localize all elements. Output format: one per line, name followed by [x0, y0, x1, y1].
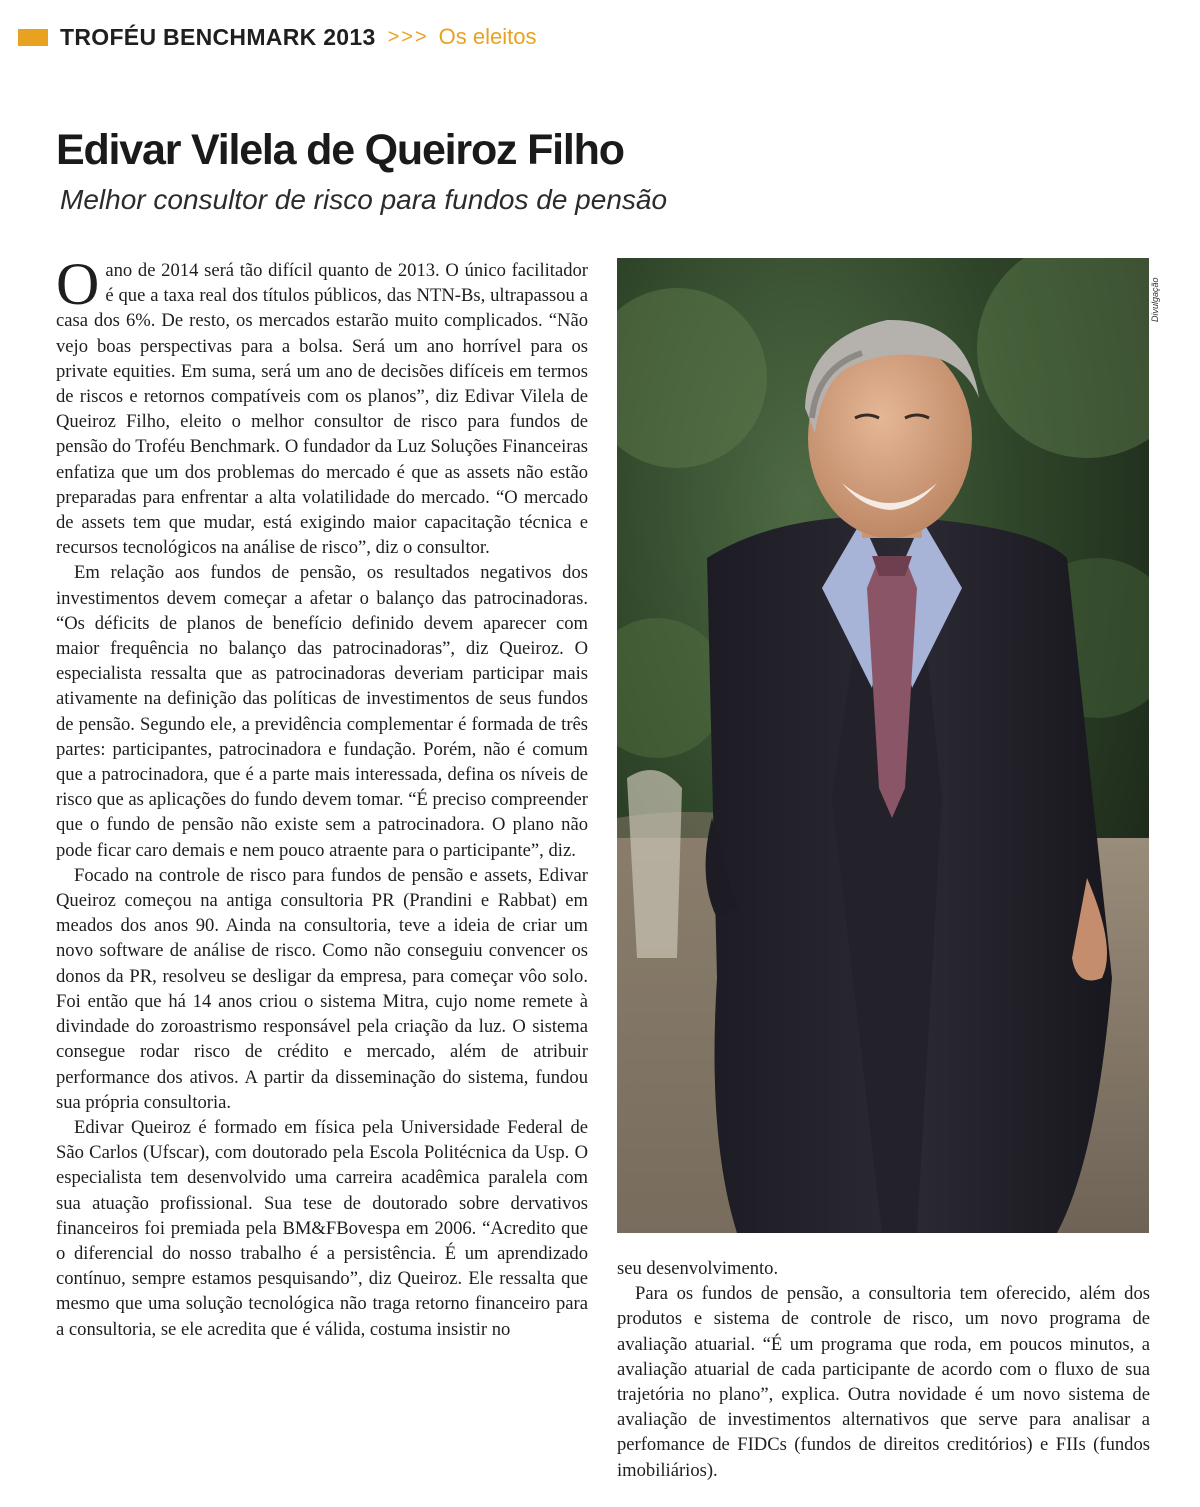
article-paragraph-2: Em relação aos fundos de pensão, os resultados negativos dos investimentos devem começar a afetar o balanço das patrocinadoras. “Os déficits de planos de benefício definido devem aparecer com maior frequência no balanço das patrocinadoras”, diz Queiroz. O especialista ressalta que as patrocinadoras deveriam participar mais ativamente na definição das políticas de investimentos de seus fundos de pensão. Segundo ele, a previdência complementar é formada de três partes: participantes, patrocinadora e fundação. Porém, não é comum que a patrocinadora, que é a parte mais interessada, defina os níveis de risco que as aplicações do fundo devem tomar. “É preciso compreender que o fundo de pensão não existe sem a patrocinadora. O plano não pode ficar caro demais e nem pouco atraente para o participante”, diz. [56, 562, 588, 861]
article-paragraph-5: Para os fundos de pensão, a consultoria tem oferecido, além dos produtos e sistema de controle de risco, um novo programa de avaliação atuarial. “É um programa que roda, em poucos minutos, a avaliação atuarial de cada participante de acordo com o fluxo de sua trajetória no plano”, explica. Outra novidade é um novo sistema de avaliação de investimentos alternativos que serve para analisar a perfomance de FIDCs (fundos de direitos creditórios) e FIIs (fundos imobiliários). [617, 1283, 1150, 1481]
drop-cap: O [56, 251, 100, 317]
header-title: TROFÉU BENCHMARK 2013 [60, 23, 376, 50]
header-arrows: >>> [387, 25, 429, 48]
portrait-photo [617, 258, 1149, 1233]
article-paragraph-1 [56, 251, 588, 560]
portrait-illustration [617, 258, 1149, 1233]
photo-credit: Divulgação [1150, 277, 1160, 322]
article-paragraph-3: Focado na controle de risco para fundos de pensão e assets, Edivar Queiroz começou na antiga consultoria PR (Prandini e Rabbat) em meados dos anos 90. Ainda na consultoria, teve a ideia de criar um novo software de análise de risco. Como não conseguiu convencer os donos da PR, resolveu se desligar da empresa, para começar vôo solo. Foi então que há 14 anos criou o sistema Mitra, cujo nome remete à divindade do zoroastrismo responsável pela criação da luz. O sistema consegue rodar risco de crédito e mercado, além de atribuir performance dos ativos. A partir da disseminação do sistema, fundou sua própria consultoria. [56, 864, 588, 1113]
header-accent-bar [18, 29, 48, 46]
paragraph-text: ano de 2014 será tão difícil quanto de 2013. O único facilitador é que a taxa real dos títulos públicos, das NTN-Bs, ultrapassou a casa dos 6%. De resto, os mercados estarão muito complicados. “Não vejo boas perspectivas para a bolsa. Será um ano horrível para os private equities. Em suma, será um ano de decisões difíceis em termos de riscos e retornos compatíveis com os planos”, diz Edivar Vilela de Queiroz Filho, eleito o melhor consultor de risco para fundos de pensão do Troféu Benchmark. O fundador da Luz Soluções Financeiras enfatiza que um dos problemas do mercado é que as assets não estão preparadas para enfrentar a alta volatilidade do mercado. “O mercado de assets tem que mudar, está exigindo maior capacitação técnica e recursos tecnológicos na análise de risco”, diz o consultor. [56, 260, 588, 559]
article-paragraph-continued: seu desenvolvimento. [617, 1258, 779, 1279]
article-column-left [56, 251, 588, 1342]
header-section-label: Os eleitos [438, 24, 537, 49]
article-paragraph-4: Edivar Queiroz é formado em física pela Universidade Federal de São Carlos (Ufscar), com doutorado pela Escola Politécnica da Usp. O especialista tem desenvolvido uma carreira acadêmica paralela com sua atuação profissional. Sua tese de doutorado sobre dervativos financeiros foi premiada pela BM&FBovespa em 2006. “Acredito que o diferencial do nosso trabalho é a persistência. É um aprendizado contínuo, sempre estamos pesquisando”, diz Queiroz. Ele ressalta que mesmo que uma solução tecnológica não traga retorno financeiro para a consultoria, se ele acredita que é válida, costuma insistir no [56, 1116, 588, 1340]
article-subtitle: Melhor consultor de risco para fundos de pensão [60, 184, 668, 215]
article-column-right [617, 1256, 1150, 1483]
section-header [18, 22, 536, 52]
article-title: Edivar Vilela de Queiroz Filho [56, 126, 624, 174]
